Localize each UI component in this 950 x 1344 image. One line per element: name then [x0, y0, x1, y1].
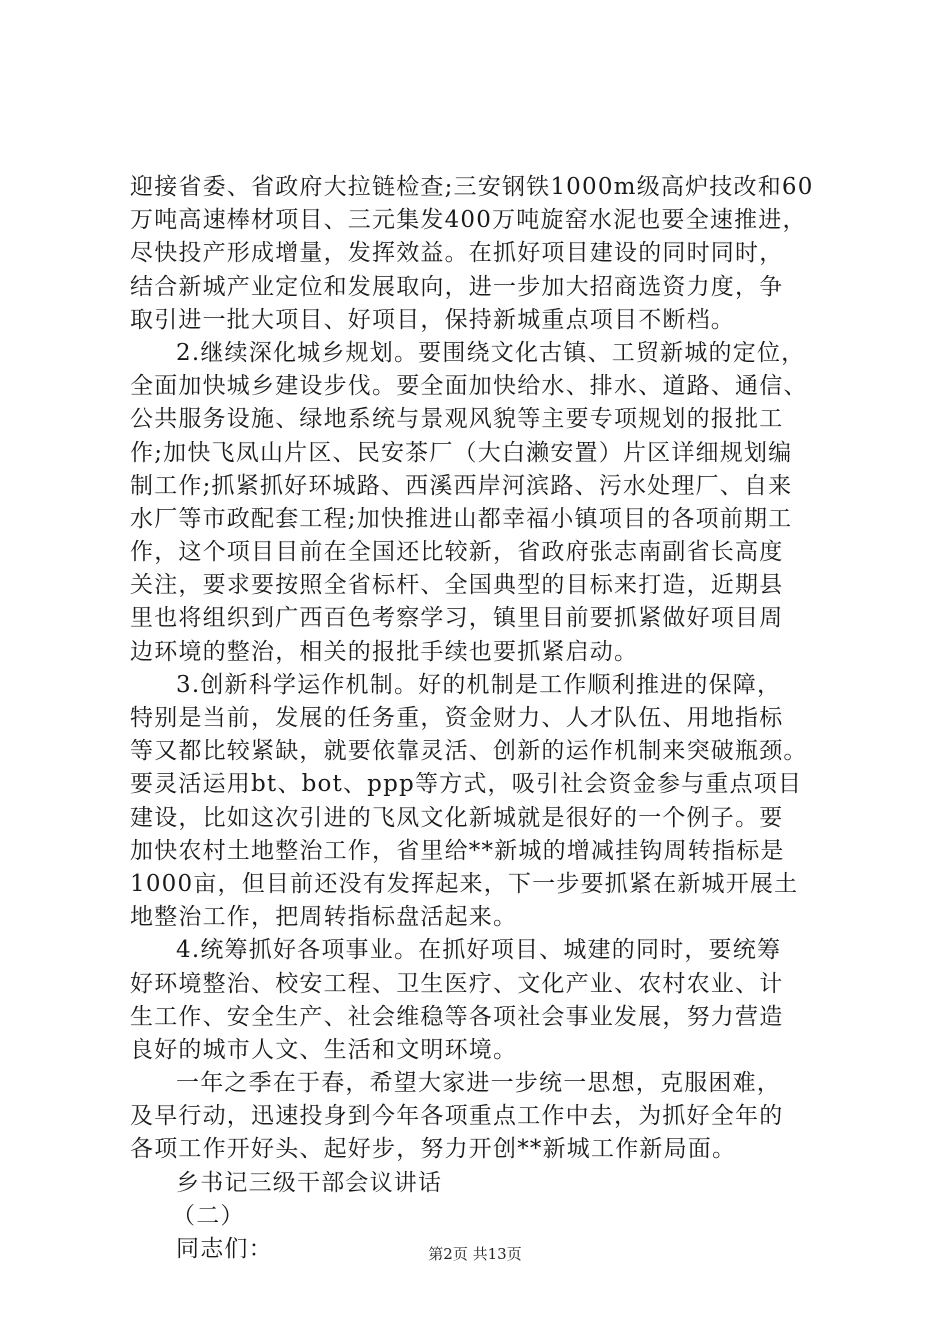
text-line: 公共服务设施、绿地系统与景观风貌等主要专项规划的报批工 — [130, 406, 784, 433]
text-line: 水厂等市政配套工程;加快推进山都幸福小镇项目的各项前期工 — [130, 505, 793, 532]
text-line: 加快农村土地整治工作，省里给**新城的增减挂钩周转指标是 — [130, 837, 785, 864]
section-heading-line: 2.继续深化城乡规划。要围绕文化古镇、工贸新城的定位， — [176, 339, 806, 366]
speech-title: 乡书记三级干部会议讲话 — [176, 1169, 443, 1196]
text-line: 边环境的整治，相关的报批手续也要抓紧启动。 — [130, 638, 639, 665]
text-line: 取引进一批大项目、好项目，保持新城重点项目不断档。 — [130, 306, 735, 333]
section-heading-line: 4.统筹抓好各项事业。在抓好项目、城建的同时，要统筹 — [176, 937, 782, 964]
page-number-footer: 第2页 共13页 — [428, 1245, 522, 1263]
text-line: 各项工作开好头、起好步，努力开创**新城工作新局面。 — [130, 1136, 737, 1163]
paragraph-start-line: 一年之季在于春，希望大家进一步统一思想，克服困难， — [176, 1070, 781, 1097]
text-line: 制工作;抓紧抓好环城路、西溪西岸河滨路、污水处理厂、自来 — [130, 472, 793, 499]
text-line: 关注，要求要按照全省标杆、全国典型的目标来打造，近期县 — [130, 572, 784, 599]
text-line: 好环境整治、校安工程、卫生医疗、文化产业、农村农业、计 — [130, 970, 784, 997]
section-heading-line: 3.创新科学运作机制。好的机制是工作顺利推进的保障， — [176, 671, 782, 698]
text-line: 及早行动，迅速投身到今年各项重点工作中去，为抓好全年的 — [130, 1103, 784, 1130]
text-line: 里也将组织到广西百色考察学习，镇里目前要抓紧做好项目周 — [130, 605, 784, 632]
text-line: 建设，比如这次引进的飞凤文化新城就是很好的一个例子。要 — [130, 804, 784, 831]
text-line: 良好的城市人文、生活和文明环境。 — [130, 1036, 518, 1063]
text-line: 全面加快城乡建设步伐。要全面加快给水、排水、道路、通信、 — [130, 373, 808, 400]
text-line: 地整治工作，把周转指标盘活起来。 — [130, 904, 518, 931]
text-line: 作;加快飞凤山片区、民安茶厂（大白濑安置）片区详细规划编 — [130, 439, 793, 466]
text-line: 1000亩，但目前还没有发挥起来，下一步要抓紧在新城开展土 — [130, 870, 799, 897]
salutation: 同志们： — [176, 1236, 273, 1262]
text-line: 特别是当前，发展的任务重，资金财力、人才队伍、用地指标 — [130, 705, 784, 731]
text-line: 生工作、安全生产、社会维稳等各项社会事业发展，努力营造 — [130, 1003, 784, 1030]
text-line: 万吨高速棒材项目、三元集发400万吨旋窑水泥也要全速推进， — [130, 207, 807, 234]
text-line: 尽快投产形成增量，发挥效益。在抓好项目建设的同时同时， — [130, 240, 784, 267]
text-line: 等又都比较紧缺，就要依靠灵活、创新的运作机制来突破瓶颈。 — [130, 738, 808, 765]
text-line: 要灵活运用bt、bot、ppp等方式，吸引社会资金参与重点项目 — [130, 771, 803, 798]
speech-part-number: （二） — [172, 1202, 245, 1229]
document-body — [130, 171, 830, 1266]
text-line: 迎接省委、省政府大拉链检查;三安钢铁1000m级高炉技改和60 — [130, 174, 814, 200]
text-line: 结合新城产业定位和发展取向，进一步加大招商选资力度，争 — [130, 273, 784, 300]
text-line: 作，这个项目目前在全国还比较新，省政府张志南副省长高度 — [130, 539, 784, 566]
